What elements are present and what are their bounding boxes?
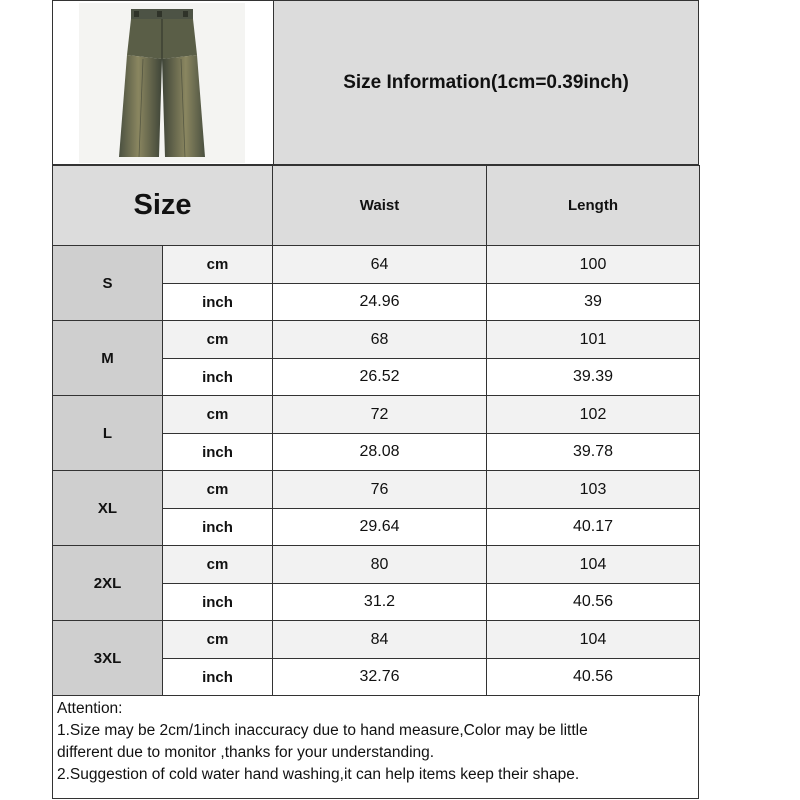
size-label: M: [53, 321, 163, 396]
size-label: S: [53, 246, 163, 321]
waist-inch: 26.52: [273, 359, 487, 396]
unit-cm: cm: [163, 621, 273, 659]
title-cell: [274, 1, 698, 164]
waist-cm: 64: [273, 246, 487, 284]
length-inch: 39.39: [487, 359, 700, 396]
waist-cm: 76: [273, 471, 487, 509]
table-row: [53, 321, 700, 359]
length-header: Length: [487, 166, 700, 246]
unit-cm: cm: [163, 546, 273, 584]
size-label: XL: [53, 471, 163, 546]
unit-inch: inch: [163, 359, 273, 396]
size-chart: [52, 0, 699, 799]
unit-cm: cm: [163, 396, 273, 434]
waist-inch: 32.76: [273, 659, 487, 696]
unit-inch: inch: [163, 284, 273, 321]
unit-inch: inch: [163, 584, 273, 621]
jeans-icon: [79, 3, 245, 163]
attention-line-3: 2.Suggestion of cold water hand washing,it can help items keep their shape.: [57, 766, 580, 783]
length-inch: 39: [487, 284, 700, 321]
table-row: [53, 246, 700, 284]
chart-header: [52, 0, 699, 165]
unit-inch: inch: [163, 509, 273, 546]
length-cm: 102: [487, 396, 700, 434]
chart-title: Size Information(1cm=0.39inch): [343, 71, 629, 93]
table-row: [53, 471, 700, 509]
waist-inch: 29.64: [273, 509, 487, 546]
attention-note: [52, 695, 699, 799]
size-label: 2XL: [53, 546, 163, 621]
size-rows: [53, 246, 700, 696]
unit-cm: cm: [163, 246, 273, 284]
table-header-row: [53, 166, 700, 246]
attention-line-2: different due to monitor ,thanks for your understanding.: [57, 744, 435, 761]
attention-heading: Attention:: [57, 700, 123, 717]
size-header: Size: [53, 166, 273, 246]
size-label: L: [53, 396, 163, 471]
attention-line-1: 1.Size may be 2cm/1inch inaccuracy due to hand measure,Color may be little: [57, 722, 588, 739]
length-cm: 103: [487, 471, 700, 509]
length-cm: 101: [487, 321, 700, 359]
length-inch: 40.17: [487, 509, 700, 546]
waist-inch: 24.96: [273, 284, 487, 321]
table-row: [53, 396, 700, 434]
product-image-cell: [53, 1, 274, 164]
waist-cm: 80: [273, 546, 487, 584]
waist-cm: 68: [273, 321, 487, 359]
length-cm: 104: [487, 546, 700, 584]
unit-cm: cm: [163, 471, 273, 509]
waist-cm: 84: [273, 621, 487, 659]
length-cm: 104: [487, 621, 700, 659]
table-row: [53, 546, 700, 584]
length-inch: 40.56: [487, 584, 700, 621]
table-row: [53, 621, 700, 659]
waist-inch: 28.08: [273, 434, 487, 471]
length-inch: 40.56: [487, 659, 700, 696]
waist-inch: 31.2: [273, 584, 487, 621]
product-image: [79, 3, 245, 163]
size-table: [52, 165, 700, 696]
waist-cm: 72: [273, 396, 487, 434]
unit-cm: cm: [163, 321, 273, 359]
unit-inch: inch: [163, 434, 273, 471]
size-label: 3XL: [53, 621, 163, 696]
length-cm: 100: [487, 246, 700, 284]
unit-inch: inch: [163, 659, 273, 696]
waist-header: Waist: [273, 166, 487, 246]
length-inch: 39.78: [487, 434, 700, 471]
